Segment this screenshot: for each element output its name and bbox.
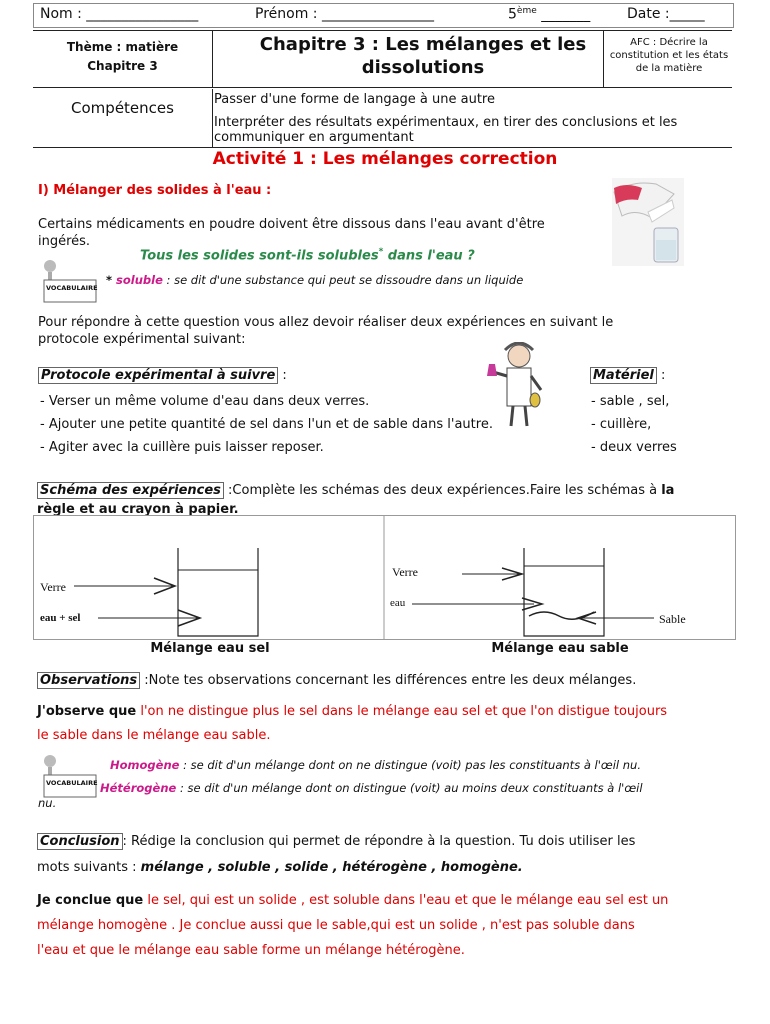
- schema-bold-1: la: [661, 483, 675, 498]
- vocabulary-icon: [36, 258, 106, 308]
- scientist-illustration: [485, 342, 547, 430]
- question-end: dans l'eau ?: [383, 248, 475, 264]
- conclude-line1: le sel, qui est un solide , est soluble dans l'eau et que le mélange eau sel est un: [143, 893, 669, 908]
- observation-answer: [37, 700, 737, 748]
- chapter-title: [233, 33, 613, 79]
- theme-label: Thème : matière: [66, 40, 179, 54]
- conclusion-title: Conclusion: [37, 833, 123, 850]
- chapter-meta-table: [33, 30, 732, 88]
- soluble-definition: [106, 273, 523, 287]
- observe-lead: J'observe que: [37, 704, 137, 719]
- classe-field[interactable]: [508, 6, 590, 23]
- soluble-term: soluble: [116, 273, 163, 287]
- materiel-title: Matériel: [590, 367, 657, 384]
- observe-answer-line1: l'on ne distingue plus le sel dans le mélange eau sel et que l'on distigue toujours: [136, 704, 668, 719]
- materiel-item-2: - cuillère,: [591, 417, 652, 432]
- conclude-line3: l'eau et que le mélange eau sable forme un mélange hétérogène.: [37, 943, 465, 958]
- caption-melange-eau-sable: Mélange eau sable: [491, 641, 629, 656]
- protocol-step-1: - Verser un même volume d'eau dans deux verres.: [40, 394, 370, 409]
- soluble-def-text: : se dit d'une substance qui peut se dissoudre dans un liquide: [162, 273, 524, 287]
- label-sable: Sable: [659, 612, 686, 626]
- afc-line2: constitution et les états: [609, 50, 729, 61]
- conclusion-heading: [37, 834, 635, 849]
- schema-text: :Complète les schémas des deux expériences.Faire les schémas à: [223, 483, 662, 498]
- chapter-title-line2: dissolutions: [361, 57, 485, 78]
- question-text: Tous les solides sont-ils solubles: [140, 248, 379, 264]
- classe-value: 5: [508, 6, 517, 23]
- label-verre-left: Verre: [40, 580, 66, 594]
- classe-blank: _______: [541, 6, 591, 23]
- label-eau-right: eau: [390, 597, 406, 609]
- materiel-heading: [590, 368, 665, 383]
- homogene-definition: [110, 758, 641, 772]
- student-info-header: [33, 3, 734, 28]
- competence-item-1: Passer d'une forme de langage à une autre: [214, 92, 495, 107]
- caption-melange-eau-sel: Mélange eau sel: [150, 641, 270, 656]
- afc-line3: de la matière: [635, 63, 703, 74]
- afc-description: [606, 36, 732, 75]
- competences-label: Compétences: [71, 99, 174, 117]
- section-title: I) Mélanger des solides à l'eau :: [38, 183, 272, 198]
- observations-title: Observations: [37, 672, 140, 689]
- date-field[interactable]: Date :_____: [627, 6, 705, 22]
- intro-line1: Certains médicaments en poudre doivent être dissous dans l'eau avant d'être: [38, 217, 545, 232]
- protocol-heading: [38, 368, 287, 383]
- conclude-lead: Je conclue que: [37, 893, 144, 908]
- schema-instructions: [37, 481, 737, 519]
- protocol-intro: [38, 314, 688, 348]
- main-question: [140, 247, 475, 263]
- heterogene-definition: [100, 781, 643, 795]
- experiment-schemas: [33, 515, 736, 656]
- pouring-glass-illustration: [612, 178, 684, 266]
- competences-block: [33, 89, 732, 148]
- soluble-star: *: [106, 273, 117, 287]
- competence-item-2-line1: Interpréter des résultats expérimentaux, en tirer des conclusions et les: [214, 115, 678, 130]
- observe-answer-line2: le sable dans le mélange eau sable.: [37, 728, 271, 743]
- materiel-item-3: - deux verres: [591, 440, 677, 455]
- conclusion-words-lead: mots suivants :: [37, 860, 141, 875]
- heterogene-def-text: : se dit d'un mélange dont on distingue (voit) au moins deux constituants à l'œil: [176, 781, 643, 795]
- competence-item-2: [214, 115, 729, 145]
- materiel-item-1: - sable , sel,: [591, 394, 670, 409]
- materiel-colon: :: [656, 368, 666, 383]
- conclusion-text: : Rédige la conclusion qui permet de répondre à la question. Tu dois utiliser les: [122, 834, 636, 849]
- classe-superscript: ème: [516, 6, 537, 16]
- protocol-intro-line1: Pour répondre à cette question vous allez devoir réaliser deux expériences en suivant le: [38, 315, 614, 330]
- vocabulary-sign-label-2: VOCABULAIRE: [46, 779, 98, 787]
- conclusion-answer: [37, 888, 737, 963]
- protocol-title: Protocole expérimental à suivre: [38, 367, 278, 384]
- schema-bold-2: règle et au crayon à papier.: [37, 502, 239, 517]
- protocol-step-3: - Agiter avec la cuillère puis laisser reposer.: [40, 440, 324, 455]
- intro-paragraph: [38, 216, 618, 250]
- activity-title: Activité 1 : Les mélanges correction: [212, 149, 558, 169]
- heterogene-term: Hétérogène: [100, 781, 177, 795]
- afc-line1: AFC : Décrire la: [630, 37, 708, 48]
- protocol-colon: :: [278, 368, 287, 383]
- conclusion-words-list: mélange , soluble , solide , hétérogène , homogène.: [140, 860, 523, 875]
- homogene-term: Homogène: [110, 758, 180, 772]
- label-verre-right: Verre: [392, 565, 418, 579]
- observations-text: :Note tes observations concernant les différences entre les deux mélanges.: [140, 673, 637, 688]
- prenom-field[interactable]: Prénom : ________________: [255, 6, 434, 22]
- schema-title: Schéma des expériences: [37, 482, 224, 499]
- question-star: *: [378, 247, 384, 257]
- competence-item-2-line2: communiquer en argumentant: [214, 130, 414, 145]
- protocol-step-2: - Ajouter une petite quantité de sel dans l'un et de sable dans l'autre.: [40, 417, 493, 432]
- conclusion-words: [37, 860, 523, 875]
- chapter-number: Chapitre 3: [87, 59, 158, 73]
- protocol-intro-line2: protocole expérimental suivant:: [38, 332, 246, 347]
- nom-field[interactable]: Nom : ________________: [40, 6, 199, 22]
- homogene-def-text: : se dit d'un mélange dont on ne distingue (voit) pas les constituants à l'œil nu.: [179, 758, 641, 772]
- vocabulary-sign-label: VOCABULAIRE: [46, 284, 98, 292]
- intro-line2: ingérés.: [38, 234, 91, 249]
- label-eau-sel: eau + sel: [40, 612, 81, 624]
- chapter-title-line1: Chapitre 3 : Les mélanges et les: [259, 34, 587, 55]
- heterogene-def-end: nu.: [38, 796, 57, 810]
- observations-heading: [37, 673, 636, 688]
- conclude-line2: mélange homogène . Je conclue aussi que le sable,qui est un solide , n'est pas soluble dans: [37, 918, 635, 933]
